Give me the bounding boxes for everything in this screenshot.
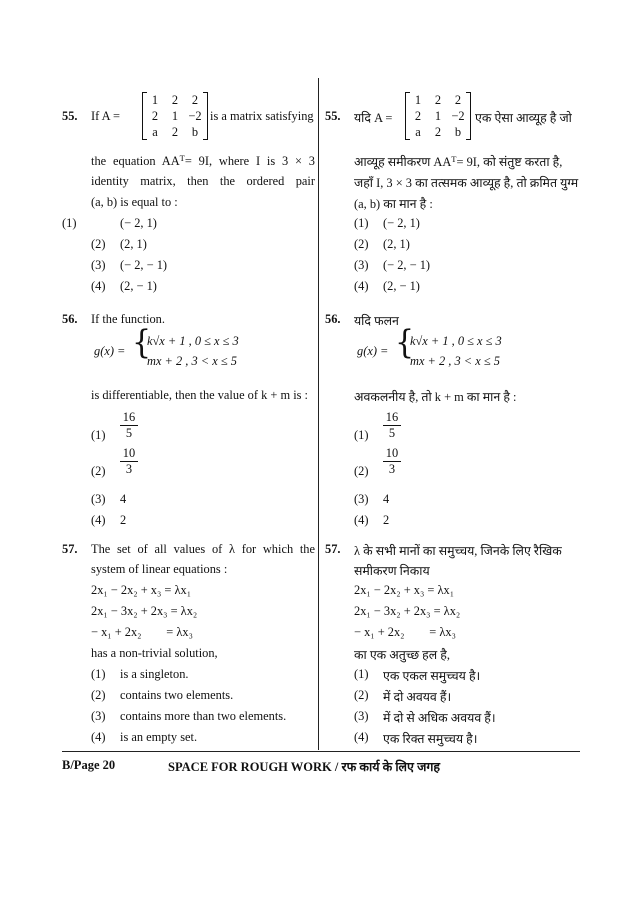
option-text: (− 2, − 1)	[383, 258, 431, 272]
question-text-line: जहाँ I, 3 × 3 का तत्समक आव्यूह है, तो क्रमित युग्म	[354, 176, 579, 190]
option-fraction: $\frac{10}{3}$	[120, 446, 138, 477]
question-number: 56.	[62, 312, 78, 326]
left-brace: {	[395, 323, 415, 362]
option-text: एक रिक्त समुच्चय है।	[383, 732, 478, 746]
question-text-line: (a, b) का मान है :	[354, 197, 433, 211]
question-number: 55.	[62, 109, 78, 123]
piecewise-case-2: mx + 2 , 3 < x ≤ 5	[147, 354, 237, 368]
option-text: (2, − 1)	[383, 279, 420, 293]
option-text: (− 2, − 1)	[120, 258, 168, 272]
page-number: B/Page 20	[62, 758, 116, 772]
option-number: (2)	[91, 237, 106, 251]
option-text: (2, 1)	[383, 237, 410, 251]
question-tail: एक ऐसा आव्यूह है जो	[475, 111, 572, 125]
option-fraction: $\frac{16}{5}$	[383, 410, 401, 441]
function-label: g(x) =	[357, 344, 389, 358]
option-number: (4)	[354, 730, 369, 744]
option-text: contains more than two elements.	[120, 709, 287, 723]
option-number: (1)	[354, 428, 369, 442]
option-number: (1)	[62, 216, 77, 230]
option-number: (3)	[354, 492, 369, 506]
equation-1: 2x₁ − 2x₂ + x₃ = λx₁	[354, 583, 455, 597]
equation-3: − x₁ + 2x₂ = λx₃	[91, 625, 193, 639]
question-text-line: समीकरण निकाय	[354, 564, 430, 578]
question-text-line: अवकलनीय है, तो k + m का मान है :	[354, 390, 517, 404]
matrix-a: 1 2 2 2 1 −2 a 2 b	[405, 92, 471, 140]
option-text: में दो अवयव हैं।	[383, 690, 452, 704]
question-intro: If the function.	[91, 312, 165, 326]
matrix-a: 1 2 2 2 1 −2 a 2 b	[142, 92, 208, 140]
question-57-en	[62, 542, 315, 752]
question-text-line: the equation $AA^T= 9I$, where I is 3 × 3	[91, 153, 315, 168]
option-number: (2)	[91, 688, 106, 702]
question-number: 57.	[62, 542, 78, 556]
option-fraction: $\frac{10}{3}$	[383, 446, 401, 477]
option-number: (4)	[91, 513, 106, 527]
column-divider	[318, 78, 319, 750]
question-text-line: आव्यूह समीकरण $AA^T= 9I$, को संतुष्ट करता है,	[354, 154, 563, 169]
rough-work-label: SPACE FOR ROUGH WORK / रफ कार्य के लिए जगह	[168, 760, 441, 774]
question-56-hi	[325, 312, 580, 527]
piecewise-case-1: k√x + 1 , 0 ≤ x ≤ 3	[147, 334, 239, 348]
option-text: 4	[383, 492, 390, 506]
option-number: (3)	[91, 258, 106, 272]
question-text-line: has a non-trivial solution,	[91, 646, 218, 660]
question-lead: यदि A =	[354, 111, 393, 125]
option-text: 2	[383, 513, 390, 527]
option-text: (2, 1)	[120, 237, 147, 251]
option-number: (1)	[354, 667, 369, 681]
piecewise-case-1: k√x + 1 , 0 ≤ x ≤ 3	[410, 334, 502, 348]
option-number: (4)	[91, 279, 106, 293]
option-number: (2)	[354, 688, 369, 702]
option-text: 2	[120, 513, 127, 527]
question-55-hi	[325, 80, 580, 295]
option-text: (2, − 1)	[120, 279, 157, 293]
function-label: g(x) =	[94, 344, 126, 358]
option-number: (2)	[354, 464, 369, 478]
footer-rule	[62, 751, 580, 752]
option-text: (− 2, 1)	[120, 216, 157, 230]
option-number: (1)	[91, 428, 106, 442]
question-intro: यदि फलन	[354, 314, 399, 328]
question-57-hi	[325, 542, 580, 752]
equation-2: 2x₁ − 3x₂ + 2x₃ = λx₂	[91, 604, 198, 618]
option-number: (1)	[354, 216, 369, 230]
option-number: (4)	[354, 279, 369, 293]
question-text-line: The set of all values of λ for which the	[91, 542, 315, 556]
option-number: (4)	[354, 513, 369, 527]
option-number: (3)	[91, 492, 106, 506]
question-text-line: identity matrix, then the ordered pair	[91, 174, 315, 188]
option-text: is a singleton.	[120, 667, 189, 681]
option-text: contains two elements.	[120, 688, 234, 702]
option-number: (2)	[354, 237, 369, 251]
question-text-line: λ के सभी मानों का समुच्चय, जिनके लिए रैखिक	[354, 544, 562, 558]
question-text-line: system of linear equations :	[91, 562, 228, 576]
question-text-line: is differentiable, then the value of k + m is :	[91, 388, 308, 402]
option-text: 4	[120, 492, 127, 506]
option-fraction: $\frac{16}{5}$	[120, 410, 138, 441]
piecewise-case-2: mx + 2 , 3 < x ≤ 5	[410, 354, 500, 368]
option-number: (3)	[91, 709, 106, 723]
option-text: (− 2, 1)	[383, 216, 420, 230]
question-56-en	[62, 312, 315, 527]
question-55-en	[62, 80, 315, 295]
option-number: (1)	[91, 667, 106, 681]
option-text: is an empty set.	[120, 730, 198, 744]
question-lead: If A =	[91, 109, 121, 123]
question-number: 57.	[325, 542, 341, 556]
equation-3: − x₁ + 2x₂ = λx₃	[354, 625, 456, 639]
option-number: (4)	[91, 730, 106, 744]
left-brace: {	[132, 323, 152, 362]
equation-1: 2x₁ − 2x₂ + x₃ = λx₁	[91, 583, 192, 597]
option-text: एक एकल समुच्चय है।	[383, 669, 481, 683]
question-tail: is a matrix satisfying	[210, 109, 314, 123]
equation-2: 2x₁ − 3x₂ + 2x₃ = λx₂	[354, 604, 461, 618]
option-number: (2)	[91, 464, 106, 478]
option-number: (3)	[354, 258, 369, 272]
question-number: 56.	[325, 312, 341, 326]
option-text: में दो से अधिक अवयव हैं।	[383, 711, 496, 725]
question-number: 55.	[325, 109, 341, 123]
question-text-line: (a, b) is equal to :	[91, 195, 178, 209]
question-text-line: का एक अतुच्छ हल है,	[354, 648, 450, 662]
option-number: (3)	[354, 709, 369, 723]
